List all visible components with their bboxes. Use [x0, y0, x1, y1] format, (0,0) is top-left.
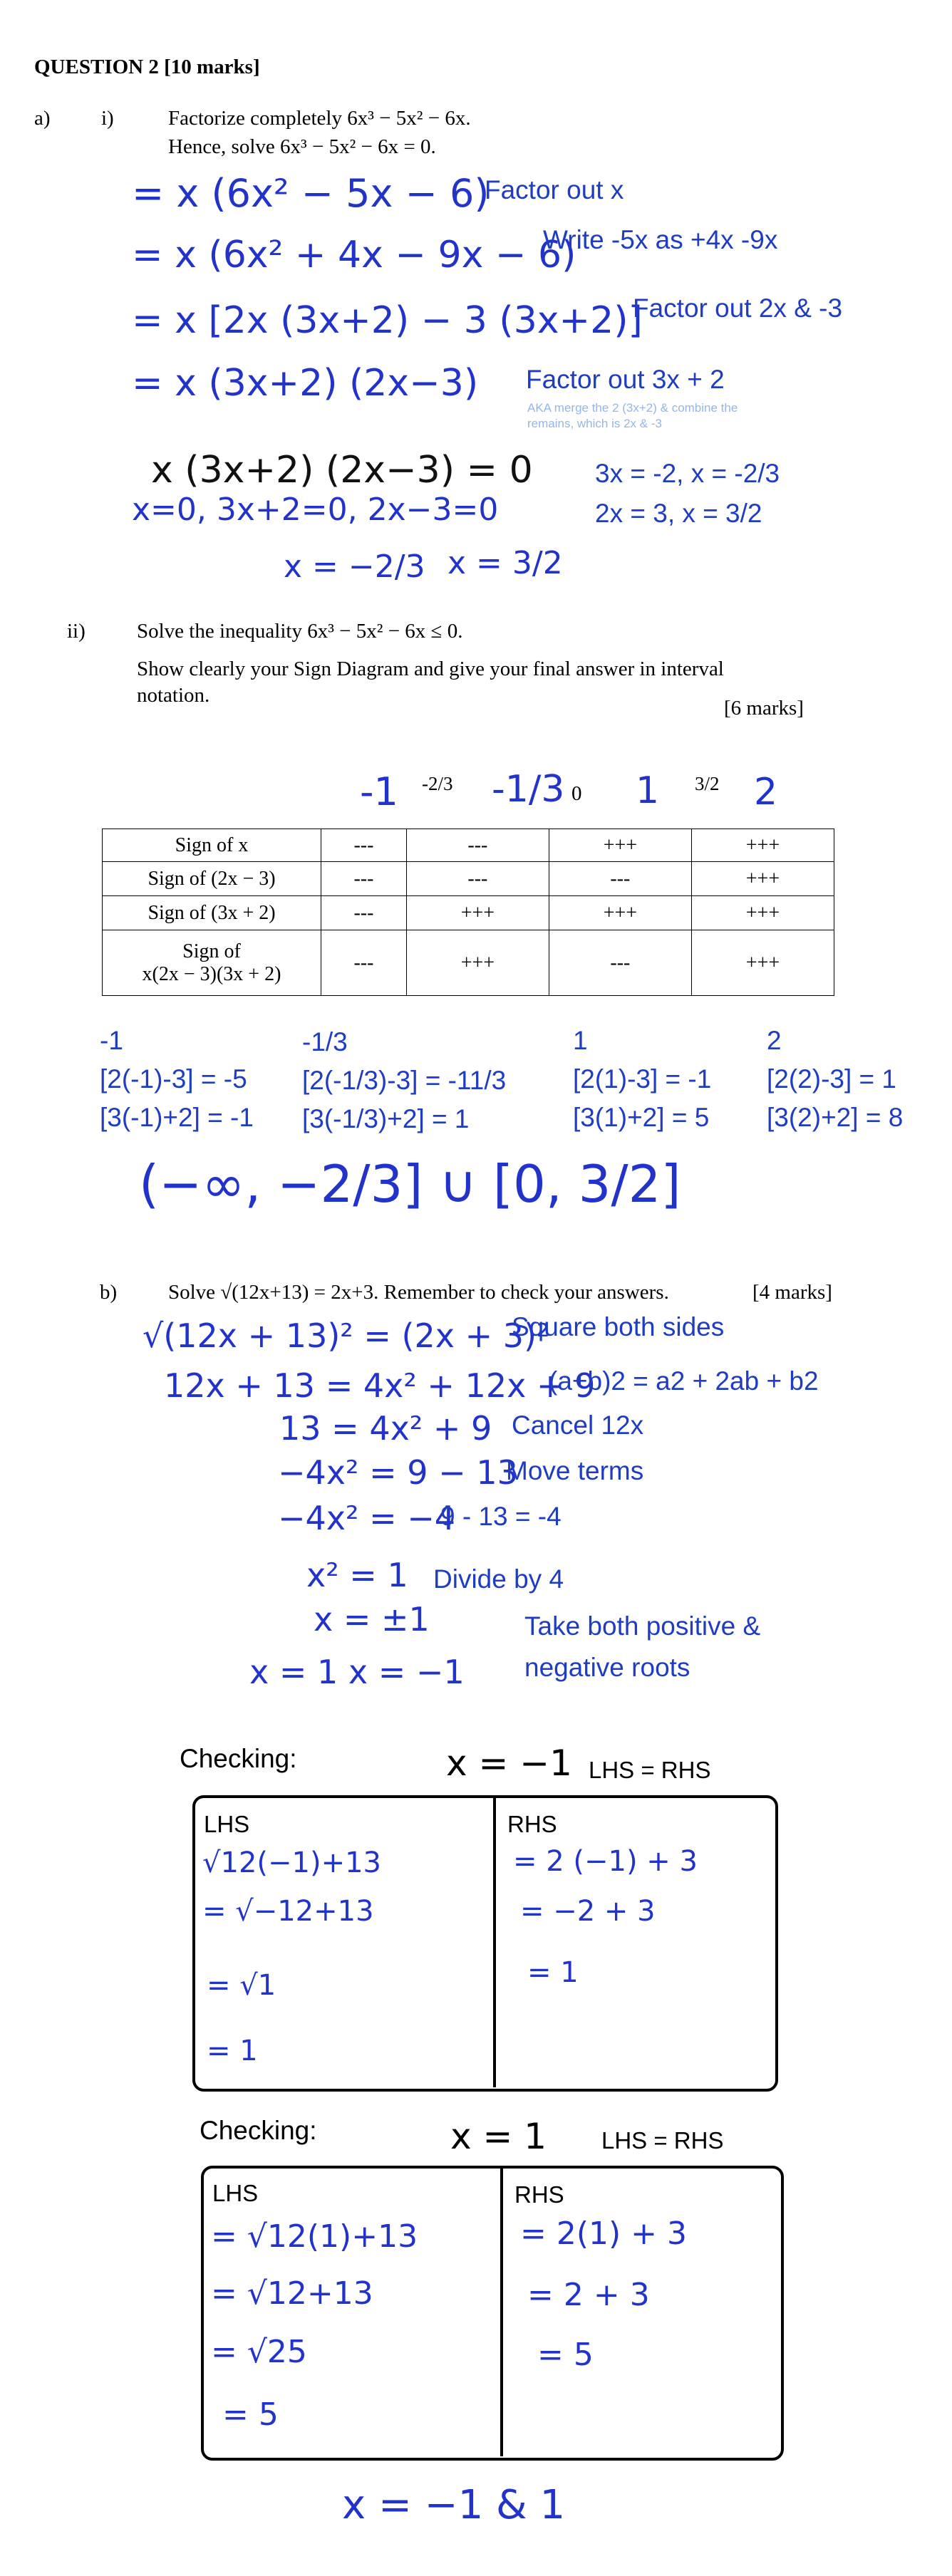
- a-i-note3: Factor out 2x & -3: [633, 294, 843, 323]
- a-i-step1: = x (6x² − 5x − 6): [132, 171, 490, 216]
- b-step3: 13 = 4x² + 9: [279, 1409, 492, 1448]
- check2-lhs-line2: = √12+13: [211, 2275, 373, 2312]
- critical-point-minus-two-thirds: -2/3: [422, 773, 453, 794]
- test-col3-line1: [2(1)-3] = -1: [573, 1064, 712, 1094]
- check1-rhs-title: RHS: [507, 1811, 557, 1837]
- test-col1-line2: [3(-1)+2] = -1: [100, 1103, 254, 1132]
- test-col1-point: -1: [100, 1026, 123, 1055]
- test-col4-line1: [2(2)-3] = 1: [767, 1064, 897, 1094]
- b-step2: 12x + 13 = 4x² + 12x + 9: [164, 1366, 596, 1405]
- check1-rhs-line2: = −2 + 3: [520, 1895, 656, 1928]
- sign-cell: ---: [549, 862, 691, 896]
- test-col4-line2: [3(2)+2] = 8: [767, 1103, 904, 1132]
- check1-heading: Checking:: [180, 1744, 297, 1773]
- b-marks: [4 marks]: [752, 1281, 832, 1304]
- b-step5: −4x² = −4: [278, 1499, 456, 1537]
- b-note4: Move terms: [506, 1456, 644, 1485]
- check1-box: [192, 1795, 778, 2092]
- sign-cell: +++: [549, 829, 691, 862]
- test-point-minus-third: -1/3: [492, 768, 565, 811]
- check1-divider: [493, 1797, 496, 2087]
- a-i-note2: Write -5x as +4x -9x: [543, 225, 778, 254]
- b-prompt: Solve √(12x+13) = 2x+3. Remember to check your answers.: [168, 1281, 669, 1304]
- part-a-i-label: i): [101, 107, 114, 130]
- check1-lhs-line1: √12(−1)+13: [202, 1847, 381, 1879]
- sign-cell: ---: [321, 930, 407, 996]
- row-label-line1: Sign of: [182, 940, 241, 962]
- check1-rhs-line1: = 2 (−1) + 3: [513, 1845, 698, 1878]
- a-i-note4: Factor out 3x + 2: [526, 365, 725, 394]
- test-point-one: 1: [636, 769, 660, 812]
- sign-cell: +++: [691, 896, 834, 930]
- part-b-label: b): [100, 1281, 118, 1304]
- a-i-note1: Factor out x: [485, 175, 624, 204]
- a-i-step4: = x (3x+2) (2x−3): [132, 362, 479, 405]
- sign-row-product: [103, 930, 834, 996]
- b-step6: x² = 1: [306, 1556, 408, 1594]
- a-i-note4-small: AKA merge the 2 (3x+2) & combine the remains, which is 2x & -3: [527, 401, 738, 430]
- a-ii-prompt-line3: notation.: [137, 684, 210, 707]
- sign-cell: +++: [549, 896, 691, 930]
- b-note1: Square both sides: [512, 1312, 725, 1341]
- test-col3-point: 1: [573, 1026, 588, 1055]
- row-label: Sign of x: [103, 829, 321, 862]
- sign-cell: +++: [691, 862, 834, 896]
- a-i-step7b: x = 3/2: [447, 545, 563, 581]
- final-answer: x = −1 & 1: [342, 2482, 566, 2528]
- critical-point-zero: 0: [571, 782, 582, 805]
- check1-eq: LHS = RHS: [589, 1757, 711, 1783]
- test-col2-line1: [2(-1/3)-3] = -11/3: [302, 1066, 507, 1095]
- sign-cell: +++: [691, 829, 834, 862]
- check2-lhs-line3: = √25: [211, 2334, 307, 2370]
- check1-lhs-line4: = 1: [207, 2035, 258, 2067]
- check2-box: [201, 2166, 784, 2461]
- sign-cell: ---: [321, 896, 407, 930]
- row-label: Sign of (2x − 3): [103, 862, 321, 896]
- sign-cell: +++: [406, 896, 549, 930]
- test-point-two: 2: [754, 771, 778, 814]
- a-i-step7a: x = −2/3: [284, 549, 425, 585]
- critical-point-three-halves: 3/2: [695, 773, 720, 794]
- sign-cell: ---: [321, 862, 407, 896]
- sign-row-2x-3: [103, 862, 834, 896]
- check2-rhs-line2: = 2 + 3: [527, 2277, 650, 2313]
- test-col1-line1: [2(-1)-3] = -5: [100, 1064, 247, 1094]
- a-i-side2: 2x = 3, x = 3/2: [595, 499, 762, 528]
- row-label: [103, 930, 321, 996]
- part-a-ii-label: ii): [67, 620, 86, 643]
- a-i-prompt-line2: Hence, solve 6x³ − 5x² − 6x = 0.: [168, 135, 436, 158]
- b-note6: Divide by 4: [433, 1564, 564, 1594]
- check2-eq: LHS = RHS: [601, 2127, 724, 2154]
- test-col2-point: -1/3: [302, 1027, 348, 1056]
- check2-rhs-title: RHS: [514, 2181, 564, 2208]
- sign-diagram-table: [102, 829, 834, 996]
- check1-lhs-line3: = √1: [207, 1969, 276, 2002]
- sign-cell: ---: [406, 829, 549, 862]
- check1-lhs-line2: = √−12+13: [202, 1895, 374, 1928]
- sign-row-3x+2: [103, 896, 834, 930]
- b-step8: x = 1 x = −1: [249, 1653, 465, 1691]
- interval-answer: (−∞, −2/3] ∪ [0, 3/2]: [139, 1154, 681, 1214]
- sign-cell: ---: [406, 862, 549, 896]
- sign-cell: ---: [321, 829, 407, 862]
- b-step1: √(12x + 13)² = (2x + 3)²: [143, 1316, 550, 1355]
- a-i-step2: = x (6x² + 4x − 9x − 6): [132, 234, 576, 276]
- a-ii-prompt-line2: Show clearly your Sign Diagram and give your final answer in interval: [137, 658, 724, 680]
- sign-cell: +++: [406, 930, 549, 996]
- row-label-line2: x(2x − 3)(3x + 2): [142, 962, 281, 985]
- b-note7b: negative roots: [524, 1653, 690, 1682]
- a-ii-prompt-line1: Solve the inequality 6x³ − 5x² − 6x ≤ 0.: [137, 620, 463, 643]
- b-note3: Cancel 12x: [512, 1411, 644, 1440]
- check2-rhs-line3: = 5: [537, 2337, 594, 2373]
- b-note7a: Take both positive &: [524, 1611, 761, 1641]
- b-note2: (a+b)2 = a2 + 2ab + b2: [549, 1366, 819, 1396]
- question-title: QUESTION 2 [10 marks]: [34, 56, 260, 78]
- a-i-step6: x=0, 3x+2=0, 2x−3=0: [132, 492, 499, 528]
- check2-lhs-line1: = √12(1)+13: [211, 2218, 418, 2255]
- a-ii-marks: [6 marks]: [724, 697, 804, 720]
- row-label: Sign of (3x + 2): [103, 896, 321, 930]
- b-step4: −4x² = 9 − 13: [278, 1453, 518, 1492]
- test-col3-line2: [3(1)+2] = 5: [573, 1103, 710, 1132]
- check1-x: x = −1: [446, 1743, 572, 1784]
- test-col4-point: 2: [767, 1026, 782, 1055]
- b-step7: x = ±1: [314, 1600, 430, 1638]
- test-col2-line2: [3(-1/3)+2] = 1: [302, 1104, 470, 1133]
- sign-row-x: [103, 829, 834, 862]
- check2-rhs-line1: = 2(1) + 3: [520, 2216, 688, 2252]
- a-i-step5: x (3x+2) (2x−3) = 0: [151, 449, 533, 492]
- test-point-minus1: -1: [360, 769, 398, 814]
- check2-lhs-line4: = 5: [222, 2396, 279, 2433]
- check2-divider: [500, 2167, 503, 2456]
- a-i-side1: 3x = -2, x = -2/3: [595, 459, 780, 488]
- check2-heading: Checking:: [200, 2116, 317, 2145]
- sign-cell: +++: [691, 930, 834, 996]
- a-i-step3: = x [2x (3x+2) − 3 (3x+2)]: [132, 299, 643, 342]
- check2-lhs-title: LHS: [212, 2180, 259, 2206]
- check1-rhs-line3: = 1: [527, 1956, 579, 1989]
- part-a-label: a): [34, 107, 51, 130]
- a-i-prompt-line1: Factorize completely 6x³ − 5x² − 6x.: [168, 107, 471, 130]
- sign-cell: ---: [549, 930, 691, 996]
- b-note5: 9 - 13 = -4: [440, 1502, 562, 1531]
- check2-x: x = 1: [450, 2116, 547, 2157]
- check1-lhs-title: LHS: [204, 1811, 250, 1837]
